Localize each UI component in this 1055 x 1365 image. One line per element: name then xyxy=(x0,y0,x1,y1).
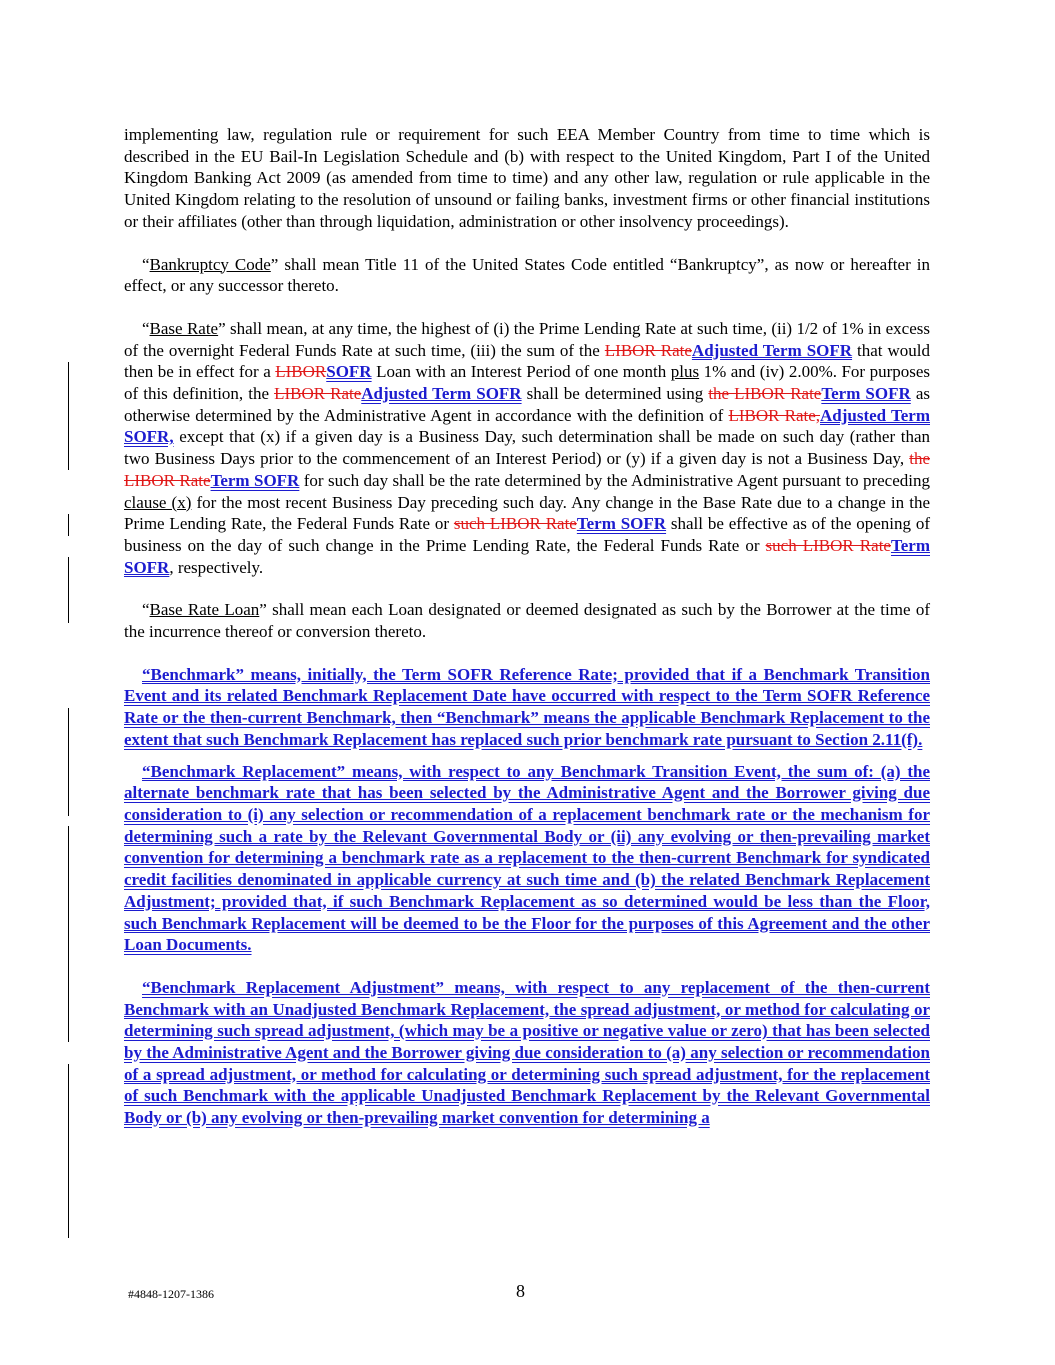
change-bar xyxy=(68,557,69,623)
definition-text: except that (x) if a given day is a Business Day, such determination shall be made on such day (rather than two Business Days prior to the commencement of an Interest Period) or (y) if a given day is not a Business Day, xyxy=(124,427,930,469)
definition-text: for the most recent Business Day preceding such day. Any change in the Base Rate due to a change in the Prime Lending Rate, the Federal Funds Rate or xyxy=(124,492,930,534)
definition-text: 1% and (iv) 2.00%. For purposes of this definition, the xyxy=(124,362,931,404)
definition-text: for such day shall be the rate determined by the Administrative Agent pursuant to preceding xyxy=(299,470,930,490)
deleted-text: such LIBOR Rate xyxy=(765,535,891,555)
change-bar xyxy=(68,514,69,536)
change-bar xyxy=(68,1064,69,1238)
inserted-text: SOFR xyxy=(326,362,372,382)
definition-benchmark-replacement: “Benchmark Replacement” means, with respect to any Benchmark Transition Event, the sum of: (a) the alternate benchmark rate that has been selected by the Administrative Agent and the Borrower giving due consideration to (i) any selection or recommendation of a replacement benchmark rate or the mechanism for determining such a rate by the Relevant Governmental Body or (ii) any evolving or then-prevailing market convention for determining a benchmark rate as a replacement to the then-current Benchmark for syndicated credit facilities denominated in applicable currency at such time and (b) the related Benchmark Replacement Adjustment; provided that, if such Benchmark Replacement as so determined would be less than the Floor, such Benchmark Replacement will be deemed to be the Floor for the purposes of this Agreement and the other Loan Documents. xyxy=(124,761,930,955)
definition-base-rate-loan xyxy=(124,599,930,642)
defined-term: Base Rate Loan xyxy=(149,600,260,620)
deleted-text: the LIBOR Rate xyxy=(708,384,822,404)
definition-benchmark: “Benchmark” means, initially, the Term SOFR Reference Rate; provided that if a Benchmark Transition Event and its related Benchmark Replacement Date have occurred with respect to the Term SOFR Reference Rate or the then-current Benchmark, then “Benchmark” means the applicable Benchmark Replacement to the extent that such Benchmark Replacement has replaced such prior benchmark rate pursuant to Section 2.11(f). xyxy=(124,664,930,749)
definition-text: , respectively. xyxy=(169,557,264,577)
document-body xyxy=(124,124,930,1139)
deleted-text: the LIBOR Rate xyxy=(124,449,930,490)
inserted-text: Adjusted Term SOFR xyxy=(691,340,853,360)
deleted-text: LIBOR Rate xyxy=(274,384,362,404)
definition-text: as otherwise determined by the Administrative Agent in accordance with the definition of xyxy=(124,384,930,425)
deleted-text: LIBOR xyxy=(275,362,327,382)
change-bar xyxy=(68,362,69,470)
deleted-text: LIBOR Rate, xyxy=(728,405,821,425)
document-id: #4848-1207-1386 xyxy=(128,1287,214,1301)
definition-text: shall be effective as of the opening of business on the day of such change in the Prime Lending Rate, the Federal Funds Rate or xyxy=(124,514,930,555)
definition-text: shall be determined using xyxy=(521,384,709,404)
definition-bankruptcy-code xyxy=(124,254,930,297)
inserted-text: Term SOFR xyxy=(124,535,930,577)
inserted-text: Term SOFR xyxy=(576,514,667,534)
change-bar xyxy=(68,826,69,1042)
inserted-text: Term SOFR xyxy=(821,384,911,404)
definition-text: ” shall mean Title 11 of the United States Code entitled “Bankruptcy”, as now or hereafter in effect, or any successor thereto. xyxy=(124,254,930,296)
clause-reference: clause (x) xyxy=(124,492,192,512)
change-bar xyxy=(68,708,69,816)
page-number: 8 xyxy=(516,1281,525,1301)
inserted-text: Adjusted Term SOFR, xyxy=(124,405,930,447)
defined-term: Base Rate xyxy=(149,318,219,338)
definition-benchmark-replacement-adjustment: “Benchmark Replacement Adjustment” means, with respect to any replacement of the then-current Benchmark with an Unadjusted Benchmark Replacement, the spread adjustment, or method for calculating or determining such spread adjustment, (which may be a positive or negative value or zero) that has been selected by the Administrative Agent and the Borrower giving due consideration to (a) any selection or recommendation of a spread adjustment, or method for calculating or determining such spread adjustment, for the replacement of such Benchmark with the applicable Unadjusted Benchmark Replacement by the Relevant Governmental Body or (b) any evolving or then-prevailing market convention for determining a xyxy=(124,977,930,1128)
inserted-text: Term SOFR xyxy=(210,470,300,490)
definition-text: ” shall mean each Loan designated or deemed designated as such by the Borrower at the time of the incurrence thereof or conversion thereto. xyxy=(124,600,930,642)
open-quote: “ xyxy=(142,318,150,338)
deleted-text: such LIBOR Rate xyxy=(453,514,577,534)
defined-term: Bankruptcy Code xyxy=(149,254,271,274)
open-quote: “ xyxy=(142,600,150,620)
definition-text: ” shall mean, at any time, the highest of (i) the Prime Lending Rate at such time, (ii) 1/2 of 1% in excess of the overnight Federal Funds Rate at such time, (iii) the sum of the xyxy=(124,318,930,360)
definition-text: that would then be in effect for a xyxy=(124,340,930,382)
plus-term: plus xyxy=(670,362,700,382)
deleted-text: LIBOR Rate xyxy=(604,340,692,360)
inserted-text: Adjusted Term SOFR xyxy=(361,384,522,404)
definition-text: Loan with an Interest Period of one month xyxy=(371,362,671,382)
definition-base-rate xyxy=(124,318,930,578)
open-quote: “ xyxy=(142,254,150,274)
paragraph-bail-in-legislation: implementing law, regulation rule or requirement for such EEA Member Country from time to time which is described in the EU Bail-In Legislation Schedule and (b) with respect to the United Kingdom, Part I of the United Kingdom Banking Act 2009 (as amended from time to time) and any other law, regulation or rule applicable in the United Kingdom relating to the resolution of unsound or failing banks, investment firms or other financial institutions or their affiliates (other than through liquidation, administration or other insolvency proceedings). xyxy=(124,125,930,231)
